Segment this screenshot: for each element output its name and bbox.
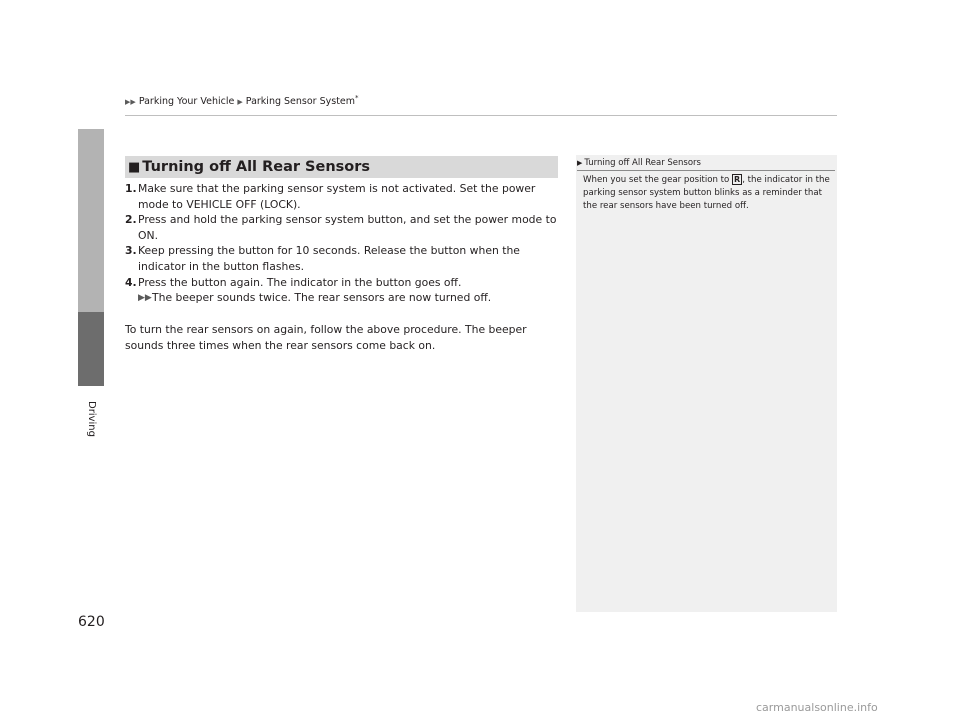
step-text: Make sure that the parking sensor system is not activated. Set the power mode to VEHICLE OFF (LOCK). bbox=[138, 182, 536, 211]
step-number: 2. bbox=[125, 213, 137, 227]
step-number: 4. bbox=[125, 275, 137, 289]
side-note-text bbox=[583, 174, 833, 212]
square-bullet-icon: ■ bbox=[128, 159, 141, 175]
step-4-result bbox=[125, 290, 561, 307]
step-2 bbox=[125, 212, 561, 243]
section-title: Turning off All Rear Sensors bbox=[142, 159, 371, 175]
result-arrow-icon: ▶▶ bbox=[138, 293, 152, 304]
reference-icon: ▶ bbox=[577, 159, 583, 167]
breadcrumb-item-parking[interactable]: Parking Your Vehicle bbox=[138, 96, 235, 108]
chapter-label: Driving bbox=[86, 401, 97, 437]
step-number: 1. bbox=[125, 182, 137, 195]
breadcrumb bbox=[125, 94, 359, 107]
step-number: 3. bbox=[125, 244, 137, 258]
step-text: Press the button again. The indicator in the button goes off. bbox=[138, 275, 462, 289]
header-divider bbox=[125, 115, 837, 116]
watermark: carmanualsonline.info bbox=[756, 701, 878, 714]
side-note-title bbox=[577, 158, 835, 171]
chapter-tab-active bbox=[78, 312, 104, 386]
step-3 bbox=[125, 243, 561, 274]
instruction-list bbox=[125, 181, 561, 354]
breadcrumb-item-sensor[interactable]: Parking Sensor System bbox=[245, 96, 356, 108]
body-paragraph: To turn the rear sensors on again, follow the above procedure. The beeper sounds three times when the rear sensors come back on. bbox=[125, 323, 527, 352]
section-heading bbox=[125, 156, 558, 178]
note-text-before: When you set the gear position to bbox=[583, 175, 733, 185]
footnote-mark: * bbox=[355, 94, 359, 102]
step-text: Press and hold the parking sensor system button, and set the power mode to ON. bbox=[138, 213, 557, 242]
step-4 bbox=[125, 275, 561, 291]
step-1 bbox=[125, 181, 561, 212]
note-text-after: , the indicator in the parking sensor system button blinks as a reminder that the rear sensors have been turned off. bbox=[583, 175, 830, 211]
side-note-title-text: Turning off All Rear Sensors bbox=[584, 158, 701, 168]
breadcrumb-arrow-icon: ▶ bbox=[237, 98, 243, 107]
page-number: 620 bbox=[78, 614, 105, 630]
gear-r-icon: R bbox=[734, 175, 741, 184]
step-text: Keep pressing the button for 10 seconds. Release the button when the indicator in the button flashes. bbox=[138, 244, 520, 273]
breadcrumb-arrow-icon: ▶▶ bbox=[125, 98, 136, 107]
result-text: The beeper sounds twice. The rear sensors are now turned off. bbox=[152, 291, 492, 305]
side-note-panel bbox=[576, 155, 837, 612]
